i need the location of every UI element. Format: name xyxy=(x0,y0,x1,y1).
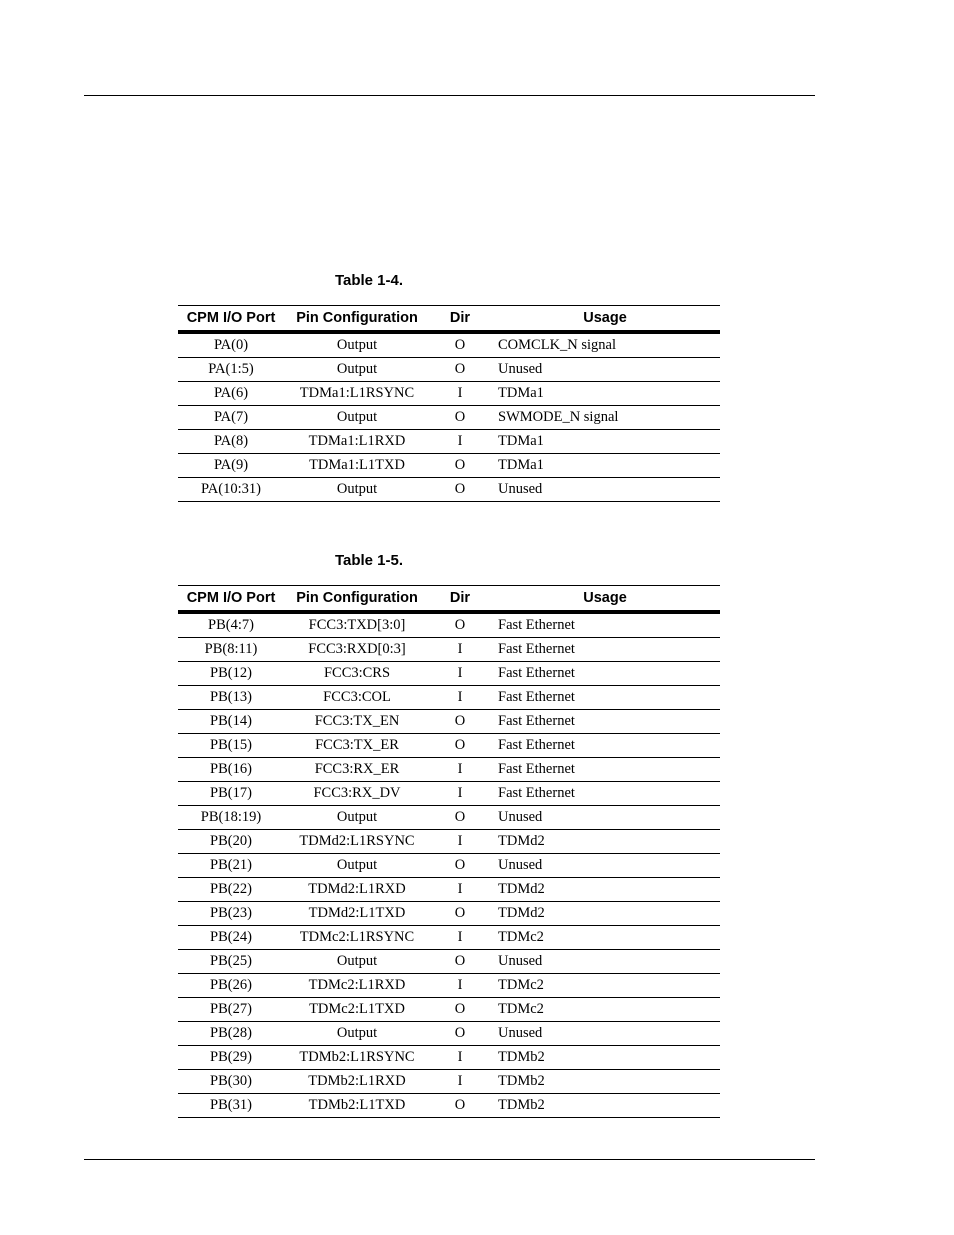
cell-usage: TDMc2 xyxy=(490,998,720,1022)
table-row xyxy=(178,974,720,998)
cell-pin-configuration: TDMb2:L1TXD xyxy=(284,1094,430,1118)
cell-pin-configuration: Output xyxy=(284,1022,430,1046)
cell-pin-configuration: FCC3:CRS xyxy=(284,662,430,686)
cell-pin-configuration: TDMd2:L1RXD xyxy=(284,878,430,902)
table-header-row xyxy=(178,306,720,333)
cell-usage: TDMb2 xyxy=(490,1070,720,1094)
header-usage: Usage xyxy=(490,306,720,333)
cell-usage: TDMb2 xyxy=(490,1094,720,1118)
cell-usage: TDMb2 xyxy=(490,1046,720,1070)
cell-dir: O xyxy=(430,902,490,926)
cell-pin-configuration: FCC3:TX_EN xyxy=(284,710,430,734)
cell-port: PB(14) xyxy=(178,710,284,734)
cell-port: PB(30) xyxy=(178,1070,284,1094)
table-row xyxy=(178,1094,720,1118)
cell-dir: O xyxy=(430,1094,490,1118)
header-cpm-io-port: CPM I/O Port xyxy=(178,586,284,613)
cell-usage: TDMa1 xyxy=(490,382,720,406)
table-row xyxy=(178,878,720,902)
cell-dir: O xyxy=(430,1022,490,1046)
table-1-4-caption: Table 1-4. xyxy=(334,272,404,289)
cell-dir: I xyxy=(430,638,490,662)
cell-port: PB(17) xyxy=(178,782,284,806)
cell-usage: Unused xyxy=(490,950,720,974)
cell-pin-configuration: Output xyxy=(284,950,430,974)
cell-port: PB(29) xyxy=(178,1046,284,1070)
table-row xyxy=(178,332,720,358)
table-row xyxy=(178,710,720,734)
table-row xyxy=(178,734,720,758)
table-1-4-body xyxy=(178,332,720,502)
cell-port: PB(8:11) xyxy=(178,638,284,662)
cell-pin-configuration: TDMb2:L1RSYNC xyxy=(284,1046,430,1070)
table-row xyxy=(178,638,720,662)
table-header-row xyxy=(178,586,720,613)
cell-usage: SWMODE_N signal xyxy=(490,406,720,430)
table-row xyxy=(178,806,720,830)
table-row xyxy=(178,854,720,878)
cell-port: PA(9) xyxy=(178,454,284,478)
cell-usage: Unused xyxy=(490,854,720,878)
cell-usage: TDMc2 xyxy=(490,926,720,950)
cell-pin-configuration: FCC3:RX_DV xyxy=(284,782,430,806)
table-row xyxy=(178,926,720,950)
cell-usage: Fast Ethernet xyxy=(490,686,720,710)
table-row xyxy=(178,430,720,454)
cell-dir: I xyxy=(430,974,490,998)
cell-pin-configuration: Output xyxy=(284,332,430,358)
table-row xyxy=(178,382,720,406)
table-row xyxy=(178,1046,720,1070)
table-row xyxy=(178,662,720,686)
cell-pin-configuration: TDMa1:L1TXD xyxy=(284,454,430,478)
cell-port: PB(15) xyxy=(178,734,284,758)
cell-usage: Fast Ethernet xyxy=(490,782,720,806)
cell-dir: I xyxy=(430,686,490,710)
cell-pin-configuration: TDMa1:L1RXD xyxy=(284,430,430,454)
cell-usage: Unused xyxy=(490,358,720,382)
cell-port: PA(1:5) xyxy=(178,358,284,382)
cell-pin-configuration: FCC3:RXD[0:3] xyxy=(284,638,430,662)
cell-pin-configuration: Output xyxy=(284,478,430,502)
cell-pin-configuration: Output xyxy=(284,358,430,382)
cell-dir: I xyxy=(430,878,490,902)
footer-rule xyxy=(84,1159,815,1160)
cell-usage: COMCLK_N signal xyxy=(490,332,720,358)
cell-dir: O xyxy=(430,332,490,358)
cell-pin-configuration: TDMa1:L1RSYNC xyxy=(284,382,430,406)
table-1-5-body xyxy=(178,612,720,1118)
table-row xyxy=(178,612,720,638)
cell-dir: I xyxy=(430,430,490,454)
cell-usage: Fast Ethernet xyxy=(490,758,720,782)
cell-port: PB(21) xyxy=(178,854,284,878)
cell-dir: O xyxy=(430,998,490,1022)
table-1-4 xyxy=(178,305,720,502)
cell-port: PA(7) xyxy=(178,406,284,430)
table-row xyxy=(178,686,720,710)
cell-dir: O xyxy=(430,406,490,430)
header-dir: Dir xyxy=(430,306,490,333)
cell-usage: Unused xyxy=(490,1022,720,1046)
header-pin-configuration: Pin Configuration xyxy=(284,586,430,613)
cell-pin-configuration: FCC3:TX_ER xyxy=(284,734,430,758)
cell-port: PB(24) xyxy=(178,926,284,950)
header-cpm-io-port: CPM I/O Port xyxy=(178,306,284,333)
cell-dir: O xyxy=(430,854,490,878)
cell-dir: O xyxy=(430,478,490,502)
table-row xyxy=(178,830,720,854)
cell-usage: Fast Ethernet xyxy=(490,734,720,758)
cell-port: PB(13) xyxy=(178,686,284,710)
table-row xyxy=(178,358,720,382)
cell-usage: TDMd2 xyxy=(490,902,720,926)
cell-usage: TDMd2 xyxy=(490,878,720,902)
cell-pin-configuration: TDMb2:L1RXD xyxy=(284,1070,430,1094)
table-row xyxy=(178,998,720,1022)
cell-port: PB(27) xyxy=(178,998,284,1022)
cell-usage: Unused xyxy=(490,478,720,502)
cell-port: PB(18:19) xyxy=(178,806,284,830)
cell-pin-configuration: FCC3:COL xyxy=(284,686,430,710)
cell-dir: I xyxy=(430,662,490,686)
cell-port: PA(0) xyxy=(178,332,284,358)
cell-dir: I xyxy=(430,782,490,806)
cell-usage: TDMa1 xyxy=(490,454,720,478)
table-row xyxy=(178,782,720,806)
cell-usage: TDMa1 xyxy=(490,430,720,454)
cell-usage: Fast Ethernet xyxy=(490,710,720,734)
cell-port: PB(12) xyxy=(178,662,284,686)
cell-pin-configuration: FCC3:RX_ER xyxy=(284,758,430,782)
cell-port: PA(8) xyxy=(178,430,284,454)
table-row xyxy=(178,1022,720,1046)
header-dir: Dir xyxy=(430,586,490,613)
cell-usage: Unused xyxy=(490,806,720,830)
cell-dir: I xyxy=(430,1070,490,1094)
cell-pin-configuration: FCC3:TXD[3:0] xyxy=(284,612,430,638)
cell-pin-configuration: TDMc2:L1TXD xyxy=(284,998,430,1022)
cell-dir: O xyxy=(430,612,490,638)
cell-port: PA(6) xyxy=(178,382,284,406)
cell-pin-configuration: TDMc2:L1RXD xyxy=(284,974,430,998)
cell-dir: I xyxy=(430,382,490,406)
cell-dir: O xyxy=(430,454,490,478)
table-row xyxy=(178,454,720,478)
cell-dir: I xyxy=(430,758,490,782)
cell-pin-configuration: TDMc2:L1RSYNC xyxy=(284,926,430,950)
cell-dir: I xyxy=(430,926,490,950)
header-rule xyxy=(84,95,815,96)
cell-port: PA(10:31) xyxy=(178,478,284,502)
cell-port: PB(4:7) xyxy=(178,612,284,638)
cell-pin-configuration: TDMd2:L1RSYNC xyxy=(284,830,430,854)
table-row xyxy=(178,758,720,782)
cell-dir: O xyxy=(430,806,490,830)
cell-dir: O xyxy=(430,950,490,974)
cell-port: PB(31) xyxy=(178,1094,284,1118)
header-usage: Usage xyxy=(490,586,720,613)
cell-port: PB(28) xyxy=(178,1022,284,1046)
cell-dir: O xyxy=(430,710,490,734)
table-row xyxy=(178,902,720,926)
cell-usage: TDMd2 xyxy=(490,830,720,854)
cell-port: PB(20) xyxy=(178,830,284,854)
cell-dir: I xyxy=(430,830,490,854)
cell-pin-configuration: Output xyxy=(284,854,430,878)
table-1-5 xyxy=(178,585,720,1118)
table-row xyxy=(178,1070,720,1094)
cell-dir: I xyxy=(430,1046,490,1070)
cell-dir: O xyxy=(430,734,490,758)
cell-usage: Fast Ethernet xyxy=(490,612,720,638)
cell-port: PB(16) xyxy=(178,758,284,782)
cell-port: PB(25) xyxy=(178,950,284,974)
cell-pin-configuration: Output xyxy=(284,806,430,830)
table-row xyxy=(178,406,720,430)
table-1-5-caption: Table 1-5. xyxy=(334,552,404,569)
table-row xyxy=(178,950,720,974)
cell-port: PB(26) xyxy=(178,974,284,998)
cell-port: PB(23) xyxy=(178,902,284,926)
cell-port: PB(22) xyxy=(178,878,284,902)
cell-pin-configuration: Output xyxy=(284,406,430,430)
cell-pin-configuration: TDMd2:L1TXD xyxy=(284,902,430,926)
cell-dir: O xyxy=(430,358,490,382)
header-pin-configuration: Pin Configuration xyxy=(284,306,430,333)
table-row xyxy=(178,478,720,502)
cell-usage: TDMc2 xyxy=(490,974,720,998)
cell-usage: Fast Ethernet xyxy=(490,662,720,686)
cell-usage: Fast Ethernet xyxy=(490,638,720,662)
